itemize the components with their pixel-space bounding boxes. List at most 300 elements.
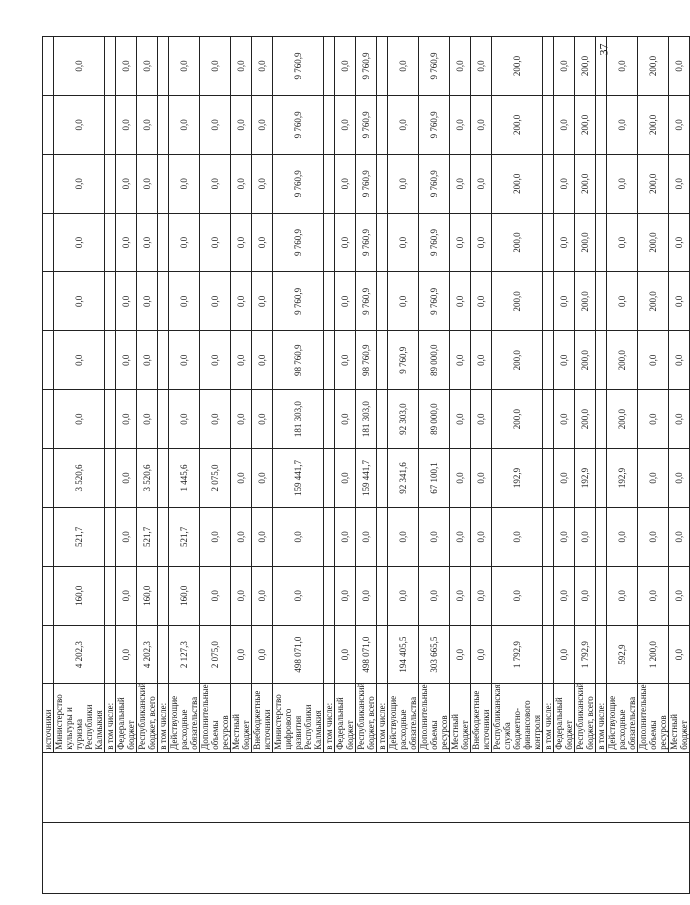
value-cell: 192,9 bbox=[575, 449, 596, 508]
row-label: источники bbox=[43, 684, 54, 752]
value-cell bbox=[377, 154, 388, 213]
value-cell bbox=[43, 625, 54, 684]
blank-cell bbox=[377, 752, 388, 823]
row-label: Дополнительные объемы ресурсов bbox=[419, 684, 450, 752]
value-cell: 0,0 bbox=[471, 507, 492, 566]
blank-cell bbox=[669, 823, 690, 894]
value-cell: 1 445,6 bbox=[169, 449, 200, 508]
blank-cell bbox=[169, 823, 200, 894]
blank-cell bbox=[377, 823, 388, 894]
value-cell: 0,0 bbox=[137, 95, 158, 154]
table-row bbox=[388, 37, 419, 894]
value-cell: 0,0 bbox=[231, 507, 252, 566]
value-cell: 0,0 bbox=[116, 625, 137, 684]
blank-cell bbox=[638, 823, 669, 894]
table-row bbox=[273, 37, 324, 894]
value-cell: 3 520,6 bbox=[54, 449, 105, 508]
row-label: Местный бюджет bbox=[669, 684, 690, 752]
value-cell: 0,0 bbox=[388, 507, 419, 566]
row-label: Министерство цифрового развития Республики Калмыкия bbox=[273, 684, 324, 752]
value-cell bbox=[43, 272, 54, 331]
value-cell: 9 760,9 bbox=[419, 213, 450, 272]
blank-cell bbox=[231, 823, 252, 894]
value-cell: 200,0 bbox=[638, 37, 669, 96]
table-row bbox=[169, 37, 200, 894]
value-cell: 0,0 bbox=[607, 566, 638, 625]
row-label: Федеральный бюджет bbox=[335, 684, 356, 752]
value-cell: 4 202,3 bbox=[54, 625, 105, 684]
value-cell: 0,0 bbox=[200, 390, 231, 449]
value-cell: 1 792,9 bbox=[492, 625, 543, 684]
value-cell: 200,0 bbox=[575, 154, 596, 213]
value-cell: 0,0 bbox=[335, 95, 356, 154]
row-label: в том числе: bbox=[596, 684, 607, 752]
value-cell: 0,0 bbox=[169, 37, 200, 96]
blank-cell bbox=[158, 823, 169, 894]
value-cell: 0,0 bbox=[137, 331, 158, 390]
blank-cell bbox=[105, 823, 116, 894]
blank-cell bbox=[335, 752, 356, 823]
value-cell: 0,0 bbox=[116, 154, 137, 213]
value-cell: 200,0 bbox=[575, 272, 596, 331]
value-cell: 0,0 bbox=[554, 331, 575, 390]
value-cell: 0,0 bbox=[669, 37, 690, 96]
value-cell bbox=[105, 37, 116, 96]
value-cell bbox=[543, 625, 554, 684]
value-cell: 0,0 bbox=[554, 390, 575, 449]
value-cell: 0,0 bbox=[492, 507, 543, 566]
value-cell bbox=[324, 449, 335, 508]
value-cell: 0,0 bbox=[554, 272, 575, 331]
value-cell bbox=[596, 625, 607, 684]
value-cell: 0,0 bbox=[450, 625, 471, 684]
value-cell: 0,0 bbox=[554, 37, 575, 96]
value-cell: 0,0 bbox=[200, 507, 231, 566]
value-cell: 0,0 bbox=[669, 213, 690, 272]
value-cell: 0,0 bbox=[273, 566, 324, 625]
value-cell: 9 760,9 bbox=[356, 213, 377, 272]
blank-cell bbox=[388, 823, 419, 894]
blank-cell bbox=[137, 823, 158, 894]
value-cell: 0,0 bbox=[575, 566, 596, 625]
value-cell: 521,7 bbox=[54, 507, 105, 566]
value-cell bbox=[43, 213, 54, 272]
value-cell bbox=[377, 37, 388, 96]
value-cell: 0,0 bbox=[116, 566, 137, 625]
blank-cell bbox=[543, 752, 554, 823]
value-cell: 0,0 bbox=[388, 95, 419, 154]
value-cell: 1 200,0 bbox=[638, 625, 669, 684]
value-cell: 0,0 bbox=[450, 507, 471, 566]
value-cell: 0,0 bbox=[471, 566, 492, 625]
table-row bbox=[137, 37, 158, 894]
value-cell: 160,0 bbox=[54, 566, 105, 625]
blank-cell bbox=[638, 752, 669, 823]
value-cell: 9 760,9 bbox=[356, 95, 377, 154]
value-cell: 9 760,9 bbox=[273, 272, 324, 331]
value-cell: 0,0 bbox=[169, 154, 200, 213]
table-row bbox=[356, 37, 377, 894]
value-cell bbox=[543, 154, 554, 213]
value-cell bbox=[324, 566, 335, 625]
value-cell: 0,0 bbox=[669, 390, 690, 449]
blank-cell bbox=[554, 823, 575, 894]
blank-cell bbox=[200, 752, 231, 823]
value-cell: 9 760,9 bbox=[356, 154, 377, 213]
blank-cell bbox=[607, 823, 638, 894]
value-cell bbox=[105, 213, 116, 272]
value-cell bbox=[324, 331, 335, 390]
value-cell bbox=[105, 272, 116, 331]
table-row bbox=[54, 37, 105, 894]
blank-cell bbox=[324, 752, 335, 823]
blank-cell bbox=[543, 823, 554, 894]
value-cell bbox=[543, 331, 554, 390]
value-cell: 0,0 bbox=[200, 213, 231, 272]
value-cell: 200,0 bbox=[492, 154, 543, 213]
blank-cell bbox=[596, 823, 607, 894]
blank-cell bbox=[116, 823, 137, 894]
blank-cell bbox=[492, 752, 543, 823]
table-row bbox=[471, 37, 492, 894]
blank-cell bbox=[669, 752, 690, 823]
value-cell bbox=[324, 37, 335, 96]
value-cell: 0,0 bbox=[231, 37, 252, 96]
value-cell: 0,0 bbox=[252, 625, 273, 684]
value-cell: 0,0 bbox=[419, 507, 450, 566]
blank-cell bbox=[554, 752, 575, 823]
value-cell bbox=[324, 390, 335, 449]
value-cell: 0,0 bbox=[554, 625, 575, 684]
value-cell bbox=[377, 566, 388, 625]
value-cell: 0,0 bbox=[116, 272, 137, 331]
blank-cell bbox=[169, 752, 200, 823]
value-cell: 0,0 bbox=[231, 566, 252, 625]
value-cell: 0,0 bbox=[669, 331, 690, 390]
blank-cell bbox=[450, 823, 471, 894]
row-label: Дополнительные объемы ресурсов bbox=[638, 684, 669, 752]
value-cell: 0,0 bbox=[388, 272, 419, 331]
blank-cell bbox=[471, 752, 492, 823]
value-cell: 0,0 bbox=[471, 272, 492, 331]
value-cell: 0,0 bbox=[356, 566, 377, 625]
table-row bbox=[669, 37, 690, 894]
budget-table bbox=[42, 36, 690, 894]
value-cell: 0,0 bbox=[231, 625, 252, 684]
table-row bbox=[324, 37, 335, 894]
value-cell: 200,0 bbox=[575, 37, 596, 96]
blank-cell bbox=[54, 752, 105, 823]
value-cell bbox=[543, 507, 554, 566]
value-cell: 0,0 bbox=[471, 331, 492, 390]
value-cell: 0,0 bbox=[231, 272, 252, 331]
value-cell: 0,0 bbox=[471, 37, 492, 96]
value-cell: 200,0 bbox=[638, 154, 669, 213]
value-cell: 0,0 bbox=[554, 95, 575, 154]
value-cell bbox=[543, 566, 554, 625]
value-cell: 0,0 bbox=[200, 272, 231, 331]
row-label: Внебюджетные источники bbox=[252, 684, 273, 752]
value-cell: 0,0 bbox=[335, 272, 356, 331]
value-cell: 0,0 bbox=[54, 95, 105, 154]
row-label: Действующие расходные обязательства bbox=[388, 684, 419, 752]
value-cell: 1 792,9 bbox=[575, 625, 596, 684]
table-row bbox=[419, 37, 450, 894]
value-cell: 4 202,3 bbox=[137, 625, 158, 684]
value-cell: 200,0 bbox=[638, 213, 669, 272]
value-cell: 0,0 bbox=[450, 37, 471, 96]
value-cell: 0,0 bbox=[554, 449, 575, 508]
value-cell bbox=[377, 507, 388, 566]
value-cell: 0,0 bbox=[471, 449, 492, 508]
blank-cell bbox=[335, 823, 356, 894]
value-cell: 0,0 bbox=[200, 566, 231, 625]
value-cell: 0,0 bbox=[638, 566, 669, 625]
value-cell: 0,0 bbox=[335, 449, 356, 508]
value-cell: 200,0 bbox=[607, 331, 638, 390]
value-cell bbox=[105, 625, 116, 684]
value-cell: 200,0 bbox=[492, 331, 543, 390]
value-cell: 0,0 bbox=[137, 213, 158, 272]
value-cell bbox=[158, 154, 169, 213]
value-cell: 0,0 bbox=[54, 154, 105, 213]
value-cell: 0,0 bbox=[554, 154, 575, 213]
value-cell: 0,0 bbox=[200, 154, 231, 213]
value-cell: 0,0 bbox=[116, 37, 137, 96]
value-cell bbox=[105, 449, 116, 508]
blank-cell bbox=[252, 752, 273, 823]
page-number: 37 bbox=[596, 43, 611, 56]
value-cell bbox=[324, 154, 335, 213]
value-cell bbox=[43, 507, 54, 566]
blank-cell bbox=[158, 752, 169, 823]
value-cell bbox=[158, 272, 169, 331]
value-cell: 9 760,9 bbox=[419, 154, 450, 213]
value-cell: 0,0 bbox=[231, 449, 252, 508]
blank-cell bbox=[116, 752, 137, 823]
value-cell bbox=[105, 331, 116, 390]
value-cell bbox=[324, 272, 335, 331]
value-cell: 0,0 bbox=[450, 213, 471, 272]
blank-cell bbox=[450, 752, 471, 823]
row-label: Действующие расходные обязательства bbox=[607, 684, 638, 752]
value-cell: 0,0 bbox=[669, 625, 690, 684]
value-cell: 0,0 bbox=[554, 566, 575, 625]
value-cell bbox=[324, 625, 335, 684]
blank-cell bbox=[575, 752, 596, 823]
value-cell: 0,0 bbox=[669, 566, 690, 625]
row-label: Внебюджетные источники bbox=[471, 684, 492, 752]
value-cell: 0,0 bbox=[471, 390, 492, 449]
value-cell: 0,0 bbox=[54, 331, 105, 390]
value-cell: 0,0 bbox=[252, 331, 273, 390]
value-cell: 3 520,6 bbox=[137, 449, 158, 508]
value-cell: 159 441,7 bbox=[273, 449, 324, 508]
table-row bbox=[200, 37, 231, 894]
value-cell: 67 100,1 bbox=[419, 449, 450, 508]
value-cell: 2 127,3 bbox=[169, 625, 200, 684]
value-cell bbox=[158, 507, 169, 566]
blank-cell bbox=[419, 752, 450, 823]
value-cell: 0,0 bbox=[607, 272, 638, 331]
value-cell: 0,0 bbox=[471, 95, 492, 154]
value-cell: 0,0 bbox=[200, 331, 231, 390]
value-cell: 0,0 bbox=[231, 331, 252, 390]
blank-cell bbox=[356, 752, 377, 823]
value-cell: 200,0 bbox=[638, 272, 669, 331]
value-cell: 200,0 bbox=[492, 37, 543, 96]
table-row bbox=[554, 37, 575, 894]
value-cell: 0,0 bbox=[669, 507, 690, 566]
value-cell bbox=[158, 625, 169, 684]
value-cell bbox=[596, 37, 607, 96]
value-cell: 0,0 bbox=[252, 154, 273, 213]
value-cell: 9 760,9 bbox=[273, 154, 324, 213]
value-cell: 0,0 bbox=[137, 390, 158, 449]
value-cell bbox=[158, 331, 169, 390]
value-cell: 521,7 bbox=[169, 507, 200, 566]
value-cell bbox=[377, 213, 388, 272]
value-cell: 0,0 bbox=[252, 449, 273, 508]
blank-cell bbox=[575, 823, 596, 894]
value-cell: 0,0 bbox=[54, 37, 105, 96]
value-cell: 0,0 bbox=[200, 95, 231, 154]
blank-cell bbox=[273, 823, 324, 894]
value-cell bbox=[596, 390, 607, 449]
value-cell bbox=[105, 390, 116, 449]
value-cell: 0,0 bbox=[252, 507, 273, 566]
value-cell bbox=[105, 566, 116, 625]
value-cell: 0,0 bbox=[669, 272, 690, 331]
value-cell bbox=[43, 331, 54, 390]
value-cell: 498 071,0 bbox=[273, 625, 324, 684]
value-cell: 0,0 bbox=[252, 272, 273, 331]
value-cell bbox=[596, 213, 607, 272]
value-cell: 9 760,9 bbox=[388, 331, 419, 390]
value-cell: 200,0 bbox=[607, 390, 638, 449]
table-row bbox=[158, 37, 169, 894]
value-cell: 9 760,9 bbox=[273, 95, 324, 154]
row-label: Министерство культуры и туризма Республики Калмыкия bbox=[54, 684, 105, 752]
value-cell bbox=[543, 390, 554, 449]
value-cell: 0,0 bbox=[356, 507, 377, 566]
value-cell: 194 405,5 bbox=[388, 625, 419, 684]
value-cell bbox=[43, 154, 54, 213]
value-cell: 9 760,9 bbox=[419, 37, 450, 96]
value-cell: 0,0 bbox=[638, 507, 669, 566]
value-cell: 0,0 bbox=[54, 213, 105, 272]
table-row bbox=[43, 37, 54, 894]
value-cell bbox=[377, 95, 388, 154]
value-cell: 9 760,9 bbox=[273, 37, 324, 96]
row-label: Действующие расходные обязательства bbox=[169, 684, 200, 752]
value-cell: 0,0 bbox=[231, 154, 252, 213]
value-cell: 92 341,6 bbox=[388, 449, 419, 508]
value-cell bbox=[105, 154, 116, 213]
value-cell: 0,0 bbox=[252, 37, 273, 96]
value-cell: 0,0 bbox=[116, 213, 137, 272]
value-cell: 0,0 bbox=[335, 507, 356, 566]
blank-cell bbox=[471, 823, 492, 894]
value-cell: 200,0 bbox=[575, 213, 596, 272]
blank-cell bbox=[419, 823, 450, 894]
value-cell: 0,0 bbox=[335, 37, 356, 96]
value-cell: 0,0 bbox=[388, 154, 419, 213]
blank-cell bbox=[388, 752, 419, 823]
row-label: Дополнительные объемы ресурсов bbox=[200, 684, 231, 752]
value-cell: 0,0 bbox=[335, 213, 356, 272]
value-cell bbox=[158, 390, 169, 449]
table-row bbox=[596, 37, 607, 894]
table-row bbox=[575, 37, 596, 894]
blank-cell bbox=[492, 823, 543, 894]
value-cell bbox=[596, 95, 607, 154]
blank-cell bbox=[324, 823, 335, 894]
value-cell: 0,0 bbox=[450, 390, 471, 449]
row-label: в том числе: bbox=[105, 684, 116, 752]
value-cell: 0,0 bbox=[169, 272, 200, 331]
value-cell: 0,0 bbox=[450, 154, 471, 213]
value-cell: 592,9 bbox=[607, 625, 638, 684]
value-cell: 200,0 bbox=[492, 95, 543, 154]
value-cell bbox=[105, 95, 116, 154]
value-cell bbox=[158, 566, 169, 625]
value-cell bbox=[543, 95, 554, 154]
blank-cell bbox=[43, 823, 54, 894]
blank-cell bbox=[200, 823, 231, 894]
value-cell: 0,0 bbox=[471, 154, 492, 213]
blank-cell bbox=[231, 752, 252, 823]
table-row bbox=[335, 37, 356, 894]
table-row bbox=[116, 37, 137, 894]
value-cell bbox=[377, 331, 388, 390]
row-label: Республиканский бюджет, всего bbox=[356, 684, 377, 752]
value-cell: 9 760,9 bbox=[273, 213, 324, 272]
value-cell: 0,0 bbox=[54, 272, 105, 331]
value-cell bbox=[158, 95, 169, 154]
value-cell: 0,0 bbox=[169, 213, 200, 272]
value-cell bbox=[543, 37, 554, 96]
blank-cell bbox=[43, 752, 54, 823]
table-row bbox=[450, 37, 471, 894]
value-cell: 0,0 bbox=[607, 95, 638, 154]
value-cell: 9 760,9 bbox=[356, 37, 377, 96]
value-cell: 0,0 bbox=[116, 95, 137, 154]
value-cell: 0,0 bbox=[335, 154, 356, 213]
blank-cell bbox=[356, 823, 377, 894]
value-cell: 0,0 bbox=[231, 213, 252, 272]
value-cell: 200,0 bbox=[492, 272, 543, 331]
value-cell: 498 071,0 bbox=[356, 625, 377, 684]
value-cell bbox=[543, 213, 554, 272]
value-cell: 200,0 bbox=[575, 331, 596, 390]
blank-cell bbox=[252, 823, 273, 894]
value-cell: 0,0 bbox=[169, 331, 200, 390]
value-cell: 0,0 bbox=[388, 213, 419, 272]
value-cell bbox=[43, 390, 54, 449]
value-cell bbox=[377, 272, 388, 331]
table-row bbox=[231, 37, 252, 894]
table-row bbox=[377, 37, 388, 894]
value-cell: 192,9 bbox=[492, 449, 543, 508]
row-label: Республиканский бюджет, всего bbox=[575, 684, 596, 752]
value-cell: 98 760,9 bbox=[273, 331, 324, 390]
value-cell: 0,0 bbox=[252, 390, 273, 449]
value-cell bbox=[158, 213, 169, 272]
value-cell bbox=[596, 154, 607, 213]
value-cell: 0,0 bbox=[450, 331, 471, 390]
value-cell bbox=[543, 449, 554, 508]
